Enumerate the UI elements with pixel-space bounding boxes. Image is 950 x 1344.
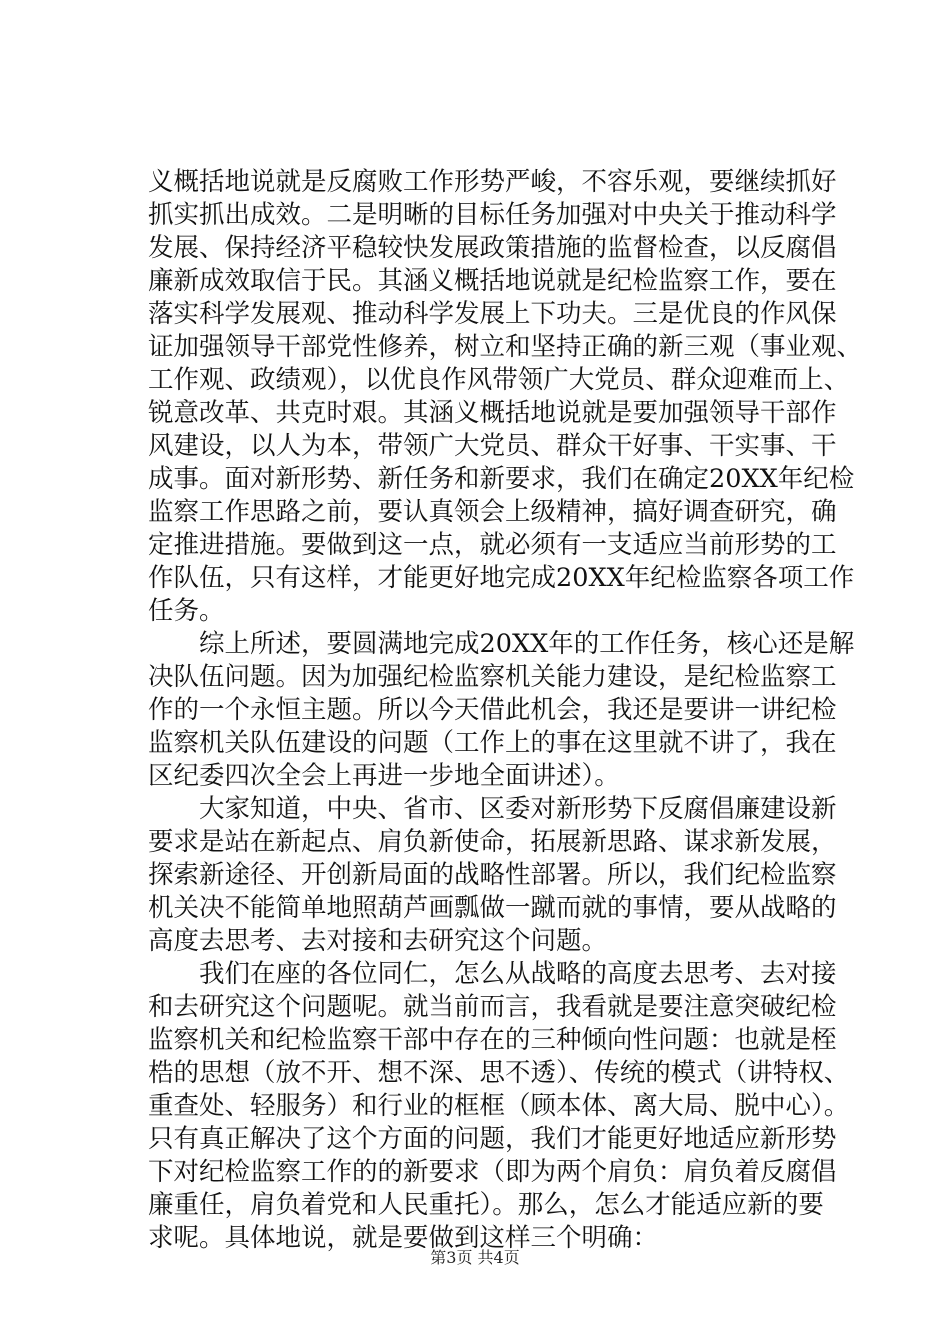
text-line: 落实科学发展观、推动科学发展上下功夫。三是优良的作风保	[148, 299, 837, 329]
text-line: 监察工作思路之前，要认真领会上级精神，搞好调查研究，确	[148, 497, 837, 527]
page-footer: 第3页 共4页	[430, 1248, 520, 1267]
text-line: 探索新途径、开创新局面的战略性部署。所以，我们纪检监察	[148, 860, 837, 890]
text-line: 工作观、政绩观），以优良作风带领广大党员、群众迎难而上、	[148, 365, 850, 395]
text-line: 风建设，以人为本，带领广大党员、群众干好事、干实事、干	[148, 431, 837, 461]
text-line: 决队伍问题。因为加强纪检监察机关能力建设，是纪检监察工	[148, 662, 837, 692]
text-line: 监察机关和纪检监察干部中存在的三种倾向性问题：也就是桎	[148, 1025, 837, 1055]
text-line: 证加强领导干部党性修养，树立和坚持正确的新三观（事业观、	[148, 332, 863, 362]
text-line: 发展、保持经济平稳较快发展政策措施的监督检查，以反腐倡	[148, 233, 837, 263]
text-line: 区纪委四次全会上再进一步地全面讲述）。	[148, 761, 620, 791]
text-line: 义概括地说就是反腐败工作形势严峻，不容乐观，要继续抓好	[148, 167, 837, 197]
text-line: 作队伍，只有这样，才能更好地完成20XX年纪检监察各项工作	[148, 563, 855, 593]
text-line: 机关决不能简单地照葫芦画瓢做一蹴而就的事情，要从战略的	[148, 893, 837, 923]
document-body	[148, 166, 863, 1255]
text-line: 梏的思想（放不开、想不深、思不透）、传统的模式（讲特权、	[148, 1058, 850, 1088]
text-line: 定推进措施。要做到这一点，就必须有一支适应当前形势的工	[148, 530, 837, 560]
text-line: 成事。面对新形势、新任务和新要求，我们在确定20XX年纪检	[148, 464, 855, 494]
text-line: 高度去思考、去对接和去研究这个问题。	[148, 926, 608, 956]
text-line: 锐意改革、共克时艰。其涵义概括地说就是要加强领导干部作	[148, 398, 837, 428]
text-line: 和去研究这个问题呢。就当前而言，我看就是要注意突破纪检	[148, 992, 837, 1022]
text-line: 抓实抓出成效。二是明晰的目标任务加强对中央关于推动科学	[148, 200, 837, 230]
text-line: 只有真正解决了这个方面的问题，我们才能更好地适应新形势	[148, 1124, 837, 1154]
text-line: 下对纪检监察工作的的新要求（即为两个肩负：肩负着反腐倡	[148, 1157, 837, 1187]
text-line: 求呢。具体地说，就是要做到这样三个明确：	[148, 1223, 659, 1253]
text-line: 廉新成效取信于民。其涵义概括地说就是纪检监察工作，要在	[148, 266, 837, 296]
text-line: 作的一个永恒主题。所以今天借此机会，我还是要讲一讲纪检	[148, 695, 837, 725]
text-line: 要求是站在新起点、肩负新使命，拓展新思路、谋求新发展，	[148, 827, 837, 857]
text-line: 任务。	[148, 596, 225, 626]
text-line: 重查处、轻服务）和行业的框框（顾本体、离大局、脱中心）。	[148, 1091, 850, 1121]
text-line: 廉重任，肩负着党和人民重托）。那么，怎么才能适应新的要	[148, 1190, 824, 1220]
text-line: 大家知道，中央、省市、区委对新形势下反腐倡廉建设新	[148, 794, 837, 824]
text-line: 综上所述，要圆满地完成20XX年的工作任务，核心还是解	[148, 629, 855, 659]
text-line: 监察机关队伍建设的问题（工作上的事在这里就不讲了，我在	[148, 728, 837, 758]
text-line: 我们在座的各位同仁，怎么从战略的高度去思考、去对接	[148, 959, 837, 989]
